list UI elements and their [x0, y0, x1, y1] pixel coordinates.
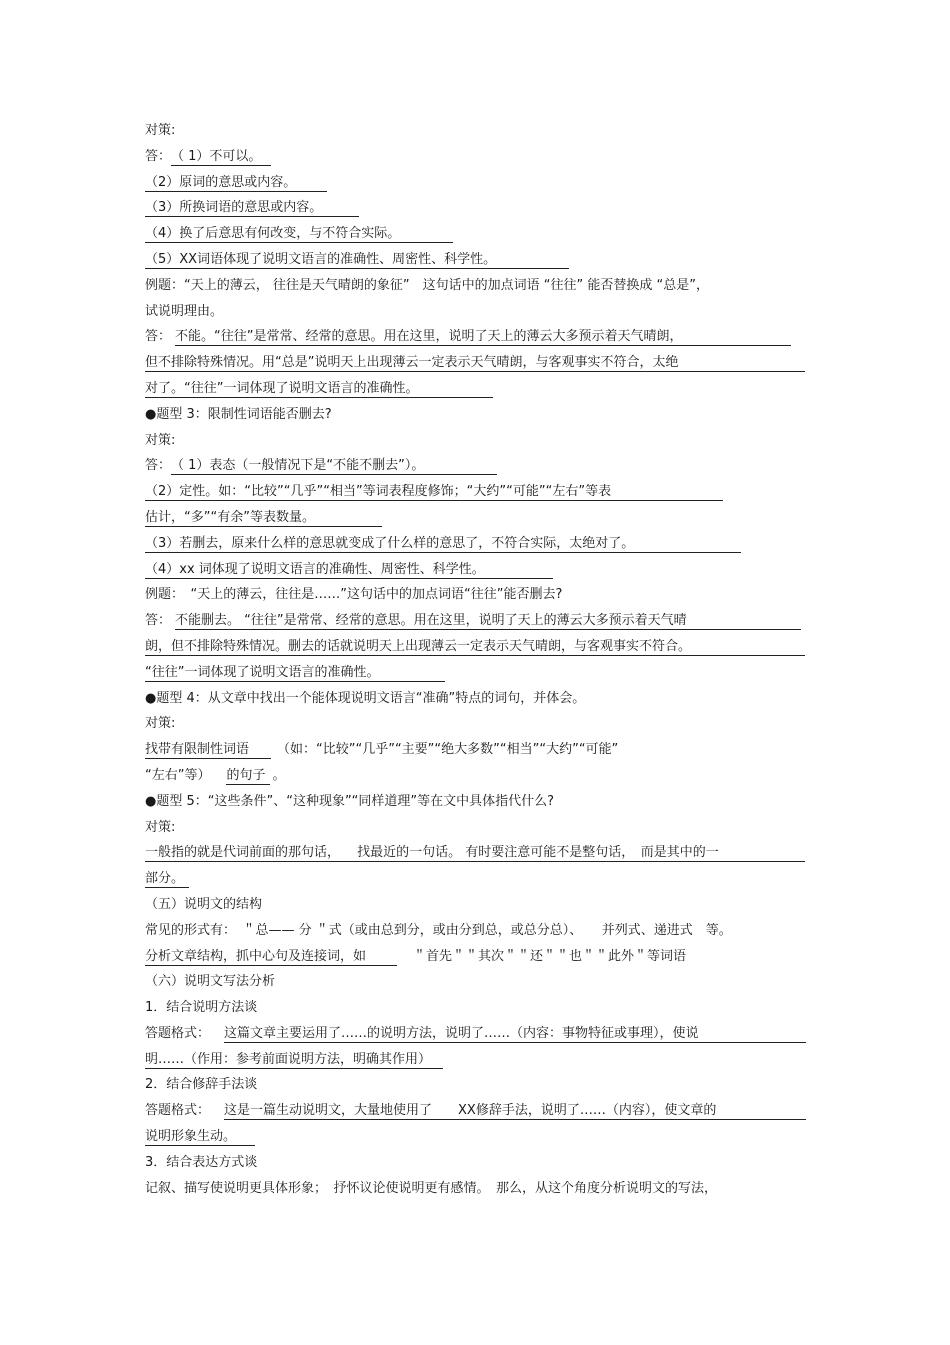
answer-underline: （2）原词的意思或内容。: [145, 174, 327, 192]
text-line: [145, 815, 810, 841]
label-format: 答题格式：: [145, 1025, 211, 1041]
paragraph-text: 常见的形式有： ＂总—— 分 ＂式（或由总到分，或由分到总，或总分总）、 并列式、递进式 等。: [145, 922, 732, 938]
section-heading: ●题型 3：限制性词语能否删去?: [145, 406, 332, 422]
section-heading: ●题型 4：从文章中找出一个能体现说明文语言“准确”特点的词句，并体会。: [145, 690, 586, 706]
answer-underline: （3）所换词语的意思或内容。: [145, 199, 359, 217]
text-line: [145, 531, 810, 557]
text-line: [145, 995, 810, 1021]
answer-underline: 对了。“往往”一词体现了说明文语言的准确性。: [145, 380, 493, 398]
example-question: 试说明理由。: [145, 303, 224, 319]
label-format: 答题格式：: [145, 1103, 211, 1119]
numbered-heading: 2．结合修辞手法谈: [145, 1077, 258, 1093]
text-line: [145, 273, 810, 299]
text-line: [145, 763, 810, 789]
answer-underline: 的句子: [226, 767, 270, 785]
text-line: [145, 918, 810, 944]
text-line: [145, 686, 810, 712]
text-line: [145, 840, 810, 866]
label-strategy: 对策:: [145, 432, 176, 448]
text-line: [145, 118, 810, 144]
text-line: [145, 1150, 810, 1176]
text-line: [145, 376, 810, 402]
answer-underline: （5）XX词语体现了说明文语言的准确性、周密性、科学性。: [145, 251, 569, 269]
label-answer: 答：: [145, 148, 172, 164]
answer-underline: “往往”一词体现了说明文语言的准确性。: [145, 664, 445, 682]
text-line: [145, 1098, 810, 1124]
answer-underline: 找带有限制性词语: [145, 741, 271, 759]
answer-underline: 不能。“往往”是常常、经常的意思。用在这里，说明了天上的薄云大多预示着天气晴朗，: [175, 328, 791, 346]
label-answer: 答：: [145, 458, 172, 474]
text-line: [145, 1021, 810, 1047]
text-line: [145, 789, 810, 815]
answer-underline: 朗，但不排除特殊情况。删去的话就说明天上出现薄云一定表示天气晴朗，与客观事实不符合。: [145, 638, 805, 656]
text-line: [145, 1176, 810, 1202]
answer-underline: 说明形象生动。: [145, 1128, 255, 1146]
text-line: [145, 634, 810, 660]
answer-underline: （3）若删去，原来什么样的意思就变成了什么样的意思了，不符合实际，太绝对了。: [145, 535, 741, 553]
text-line: [145, 711, 810, 737]
text-line: [145, 195, 810, 221]
text-line: [145, 479, 810, 505]
section-heading: ●题型 5：“这些条件”、“这种现象”“同样道理”等在文中具体指代什么?: [145, 793, 555, 809]
example-question: 例题：“天上的薄云， 往往是天气晴朗的象征” 这句话中的加点词语 “往往” 能否替换成 “总是”，: [145, 277, 709, 293]
answer-underline: （4）xx 词体现了说明文语言的准确性、周密性、科学性。: [145, 561, 553, 579]
paragraph-text: 记叙、描写使说明更具体形象； 抒怀议论使说明更有感情。 那么，从这个角度分析说明文的写法，: [145, 1180, 718, 1196]
example-words: （如：“比较”“几乎”“主要”“绝大多数”“相当”“大约”“可能”: [277, 742, 619, 758]
text-line: [145, 428, 810, 454]
text-line: [145, 144, 810, 170]
text-line: [145, 944, 810, 970]
text-line: [145, 866, 810, 892]
subsection-heading: （五）说明文的结构: [145, 896, 263, 912]
text-line: [145, 737, 810, 763]
answer-underline: 分析文章结构，抓中心句及连接词，如: [145, 948, 397, 966]
text-line: [145, 221, 810, 247]
text-line: [145, 453, 810, 479]
answer-underline: 明……（作用：参考前面说明方法，明确其作用）: [145, 1051, 443, 1069]
text-line: [145, 582, 810, 608]
text-line: [145, 324, 810, 350]
paragraph-text: ＂首先＂＂其次＂＂还＂＂也＂＂此外＂等词语: [413, 948, 687, 964]
text-line: [145, 969, 810, 995]
text-line: [145, 1124, 810, 1150]
numbered-heading: 3．结合表达方式谈: [145, 1154, 258, 1170]
text-line: [145, 1047, 810, 1073]
answer-underline: 不能删去。 “往往”是常常、经常的意思。用在这里，说明了天上的薄云大多预示着天气晴: [175, 612, 801, 630]
answer-underline: 但不排除特殊情况。用“总是”说明天上出现薄云一定表示天气晴朗，与客观事实不符合，太绝: [145, 354, 805, 372]
document-body: [145, 118, 810, 1201]
text-line: [145, 892, 810, 918]
answer-underline: 一般指的就是代词前面的那句话， 找最近的一句话。 有时要注意可能不是整句话， 而是其中的一: [145, 844, 805, 862]
example-question: 例题： “天上的薄云，往往是……”这句话中的加点词语“往往”能否删去?: [145, 587, 563, 603]
text-line: [145, 247, 810, 273]
answer-underline: （ 1）不可以。: [171, 148, 271, 166]
label-strategy: 对策:: [145, 123, 176, 138]
text-line: [145, 402, 810, 428]
answer-underline: 估计，“多”“有余”等表数量。: [145, 509, 382, 527]
text-line: [145, 608, 810, 634]
answer-underline: 这是一篇生动说明文，大量地使用了 XX修辞手法，说明了……（内容），使文章的: [224, 1102, 806, 1120]
label-answer: 答：: [145, 329, 172, 345]
label-answer: 答：: [145, 613, 172, 629]
answer-underline: 这篇文章主要运用了……的说明方法，说明了……（内容：事物特征或事理），使说: [224, 1025, 806, 1043]
label-strategy: 对策:: [145, 819, 176, 835]
text-line: [145, 1072, 810, 1098]
subsection-heading: （六）说明文写法分析: [145, 974, 276, 990]
answer-underline: （4）换了后意思有何改变，与不符合实际。: [145, 225, 453, 243]
text-line: [145, 557, 810, 583]
label-strategy: 对策:: [145, 716, 176, 732]
text-line: [145, 350, 810, 376]
answer-underline: （2）定性。如：“比较”“几乎”“相当”等词表程度修饰；“大约”“可能”“左右”等表: [145, 483, 723, 501]
answer-underline: （ 1）表态（一般情况下是“不能不删去”）。: [171, 457, 497, 475]
text-line: [145, 170, 810, 196]
text-line: [145, 299, 810, 325]
text-line: [145, 660, 810, 686]
answer-underline: 部分。: [145, 870, 189, 888]
example-words: “左右”等）: [145, 767, 211, 783]
punctuation: 。: [272, 767, 286, 783]
text-line: [145, 505, 810, 531]
numbered-heading: 1．结合说明方法谈: [145, 1000, 258, 1016]
